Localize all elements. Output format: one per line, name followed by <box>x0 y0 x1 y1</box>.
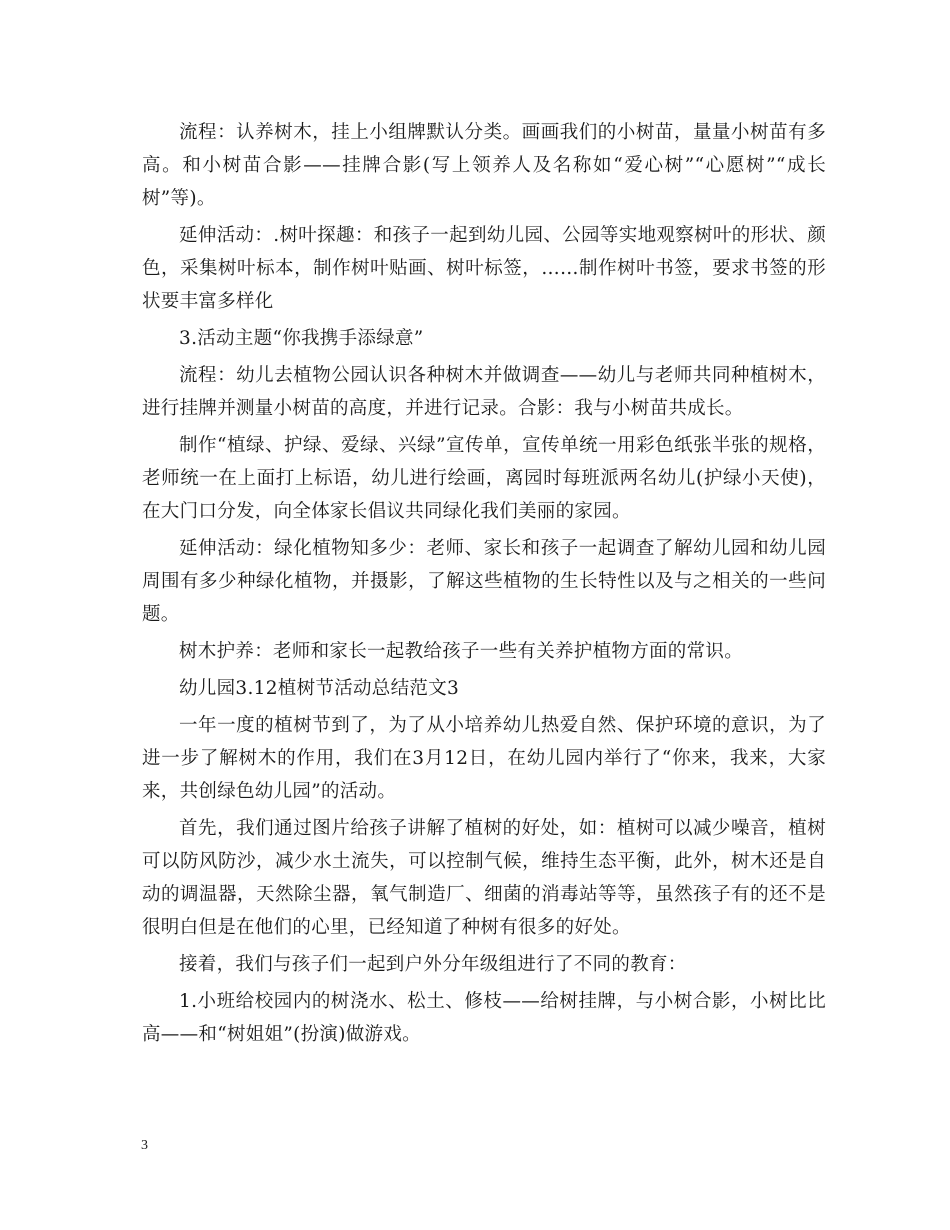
paragraph-extension-leaf-exploration: 延伸活动：.树叶探趣：和孩子一起到幼儿园、公园等实地观察树叶的形状、颜色，采集树叶标本，制作树叶贴画、树叶标签，……制作树叶书签，要求书签的形状要丰富多样化 <box>142 225 826 312</box>
section-heading-sample-3: 幼儿园3.12植树节活动总结范文3 <box>179 678 460 699</box>
paragraph-flow-adopt-trees: 流程：认养树木，挂上小组牌默认分类。画画我们的小树苗，量量小树苗有多高。和小树苗合影——挂牌合影(写上领养人及名称如“爱心树”“心愿树”“成长树”等)。 <box>142 122 826 209</box>
paragraph-tree-care: 树木护养：老师和家长一起教给孩子一些有关养护植物方面的常识。 <box>179 641 744 662</box>
paragraph-activity-theme-3: 3.活动主题“你我携手添绿意” <box>179 328 424 349</box>
document-body <box>142 116 826 1055</box>
paragraph-benefits-of-trees: 首先，我们通过图片给孩子讲解了植树的好处，如：植树可以减少噪音，植树可以防风防沙，减少水土流失，可以控制气候，维持生态平衡，此外，树木还是自动的调温器，天然除尘器，氧气制造厂、细菌的消毒站等等，虽然孩子有的还不是很明白但是在他们的心里，已经知道了种树有很多的好处。 <box>142 818 826 938</box>
paragraph-extension-green-plants: 延伸活动：绿化植物知多少：老师、家长和孩子一起调查了解幼儿园和幼儿园周围有多少种绿化植物，并摄影，了解这些植物的生长特性以及与之相关的一些问题。 <box>142 538 826 625</box>
paragraph-small-class-activities: 1.小班给校园内的树浇水、松土、修枝——给树挂牌，与小树合影，小树比比高——和“树姐姐”(扮演)做游戏。 <box>142 991 826 1045</box>
paragraph-flyer-making: 制作“植绿、护绿、爱绿、兴绿”宣传单，宣传单统一用彩色纸张半张的规格，老师统一在上面打上标语，幼儿进行绘画，离园时每班派两名幼儿(护绿小天使)，在大门口分发，向全体家长倡议共同绿化我们美丽的家园。 <box>142 435 826 522</box>
paragraph-flow-botanical-park: 流程：幼儿去植物公园认识各种树木并做调查——幼儿与老师共同种植树木，进行挂牌并测量小树苗的高度，并进行记录。合影：我与小树苗共成长。 <box>142 365 826 419</box>
paragraph-intro-arbor-day: 一年一度的植树节到了，为了从小培养幼儿热爱自然、保护环境的意识，为了进一步了解树木的作用，我们在3月12日，在幼儿园内举行了“你来，我来，大家来，共创绿色幼儿园”的活动。 <box>142 715 826 802</box>
paragraph-outdoor-education: 接着，我们与孩子们一起到户外分年级组进行了不同的教育： <box>179 954 687 975</box>
page-number: 3 <box>141 1138 148 1153</box>
